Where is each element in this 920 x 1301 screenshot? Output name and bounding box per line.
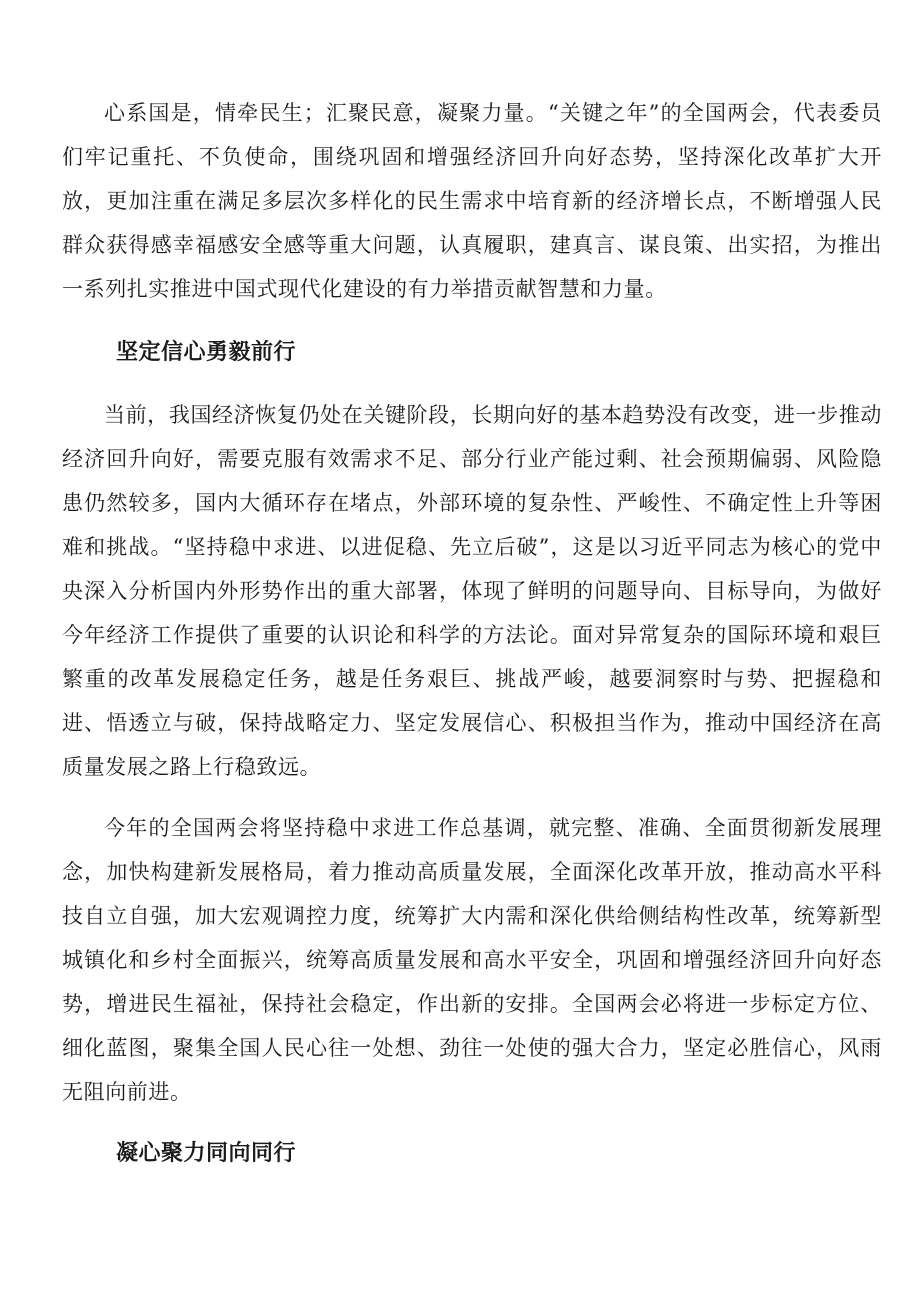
paragraph-economy: 当前，我国经济恢复仍处在关键阶段，长期向好的基本趋势没有改变，进一步推动经济回升向好，需要克服有效需求不足、部分行业产能过剩、社会预期偏弱、风险隐患仍然较多，国内大循环存在堵点，外部环境的复杂性、严峻性、不确定性上升等困难和挑战。“坚持稳中求进、以进促稳、先立后破”，这是以习近平同志为核心的党中央深入分析国内外形势作出的重大部署，体现了鲜明的问题导向、目标导向，为做好今年经济工作提供了重要的认识论和科学的方法论。面对异常复杂的国际环境和艰巨繁重的改革发展稳定任务，越是任务艰巨、挑战严峻，越要洞察时与势、把握稳和进、悟透立与破，保持战略定力、坚定发展信心、积极担当作为，推动中国经济在高质量发展之路上行稳致远。 — [62, 403, 882, 779]
paragraph-intro: 心系国是，情牵民生；汇聚民意，凝聚力量。“关键之年”的全国两会，代表委员们牢记重托、不负使命，围绕巩固和增强经济回升向好态势，坚持深化改革扩大开放，更加注重在满足多层次多样化的民生需求中培育新的经济增长点，不断增强人民群众获得感幸福感安全感等重大问题，认真履职，建真言、谋良策、出实招，为推出一系列扎实推进中国式现代化建设的有力举措贡献智慧和力量。 — [62, 101, 882, 301]
paragraph-two-sessions: 今年的全国两会将坚持稳中求进工作总基调，就完整、准确、全面贯彻新发展理念，加快构建新发展格局，着力推动高质量发展，全面深化改革开放，推动高水平科技自立自强，加大宏观调控力度，统筹扩大内需和深化供给侧结构性改革，统筹新型城镇化和乡村全面振兴，统筹高质量发展和高水平安全，巩固和增强经济回升向好态势，增进民生福祉，保持社会稳定，作出新的安排。全国两会必将进一步标定方位、细化蓝图，聚集全国人民心往一处想、劲往一处使的强大合力，坚定必胜信心，风雨无阻向前进。 — [62, 816, 882, 1104]
section-heading-confidence: 坚定信心勇毅前行 — [116, 340, 297, 365]
section-heading-unity: 凝心聚力同向同行 — [116, 1141, 297, 1166]
